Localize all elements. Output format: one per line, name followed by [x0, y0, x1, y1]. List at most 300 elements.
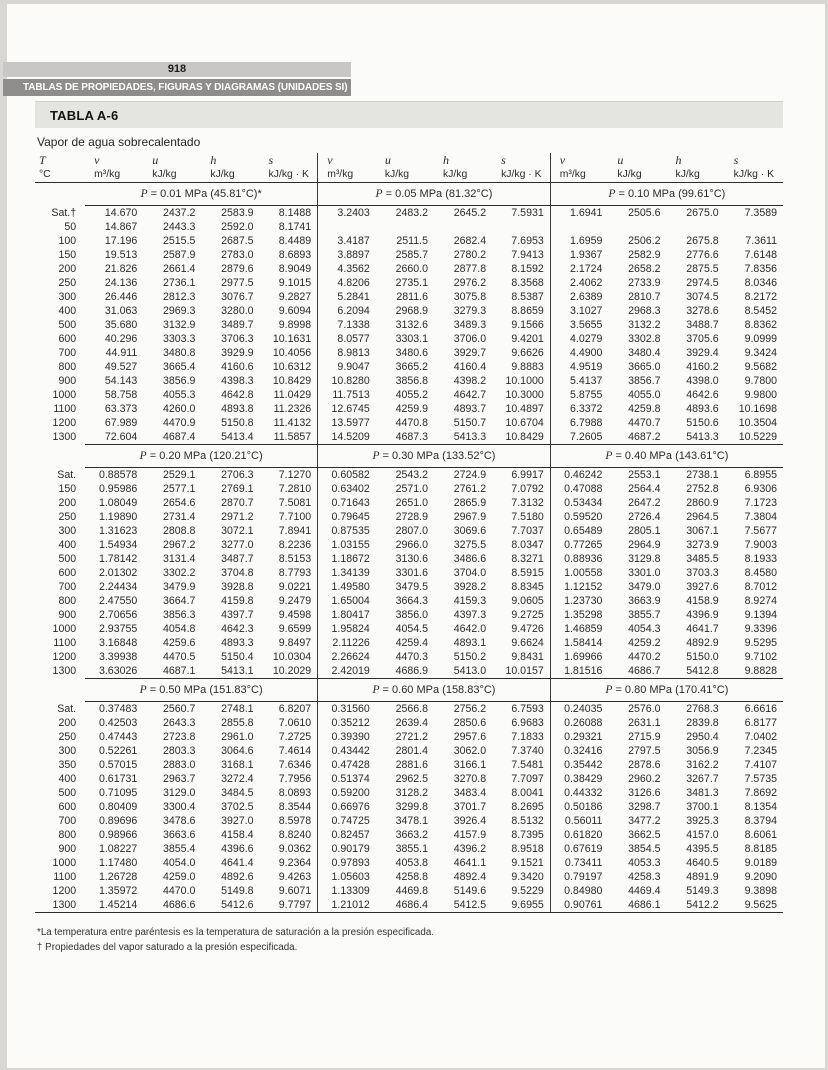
value-cell: 3928.8	[221, 581, 254, 593]
temperature-cell: 400	[58, 773, 77, 785]
value-cell: 0.26088	[550, 716, 608, 730]
value-cell: 8.2172	[744, 291, 777, 303]
temperature-cell: 1200	[52, 417, 77, 429]
value-cell: 17.196	[104, 235, 138, 247]
value-cell: 3067.1	[686, 525, 719, 537]
value-cell: 4396.6	[221, 843, 254, 855]
value-cell: 3132.9	[163, 319, 196, 331]
table-row	[35, 786, 783, 800]
value-cell: 6.8207	[278, 703, 312, 715]
temperature-cell: 50	[64, 221, 77, 233]
value-cell: 8.2695	[511, 801, 544, 813]
value-cell: 1.12152	[550, 580, 608, 594]
value-cell: 3072.1	[221, 525, 254, 537]
value-cell: 10.1000	[505, 375, 544, 387]
value-cell: 2483.2	[395, 207, 428, 219]
table-row	[35, 702, 783, 717]
value-cell: 0.52261	[98, 745, 138, 757]
table-row	[35, 276, 783, 290]
value-cell: 2974.5	[686, 277, 719, 289]
value-cell: 4398.2	[453, 375, 487, 387]
value-cell: 2583.9	[221, 207, 254, 219]
value-cell: 1.08049	[98, 497, 138, 509]
value-cell: 8.9049	[278, 263, 312, 275]
value-cell: 5412.5	[434, 898, 492, 913]
value-cell: 8.7793	[278, 567, 312, 579]
value-cell: 8.0893	[278, 787, 312, 799]
temperature-cell: 800	[58, 595, 77, 607]
value-cell: 7.0792	[511, 483, 544, 495]
value-cell: 58.758	[104, 389, 138, 401]
value-cell: 2643.3	[163, 717, 196, 729]
value-cell: 26.446	[104, 291, 138, 303]
value-cell: 3662.5	[628, 829, 661, 841]
value-cell: 8.6893	[278, 249, 312, 261]
value-cell: 0.53434	[550, 496, 608, 510]
value-cell: 5150.2	[453, 651, 487, 663]
value-cell: 4470.0	[163, 885, 196, 897]
value-cell: 3.63026	[85, 664, 143, 679]
value-cell: 7.6953	[511, 235, 544, 247]
value-cell: 3489.7	[221, 319, 254, 331]
value-cell: 3486.6	[453, 553, 487, 565]
table-row	[35, 468, 783, 483]
value-cell: 7.1723	[744, 497, 777, 509]
value-cell: 3056.9	[686, 745, 719, 757]
value-cell: 4892.9	[686, 637, 719, 649]
value-cell: 7.3740	[511, 745, 544, 757]
value-cell: 3300.4	[163, 801, 196, 813]
value-cell: 2.93755	[98, 623, 138, 635]
value-cell: 0.47428	[318, 758, 376, 772]
value-cell: 0.43442	[318, 744, 376, 758]
value-cell: 8.1488	[278, 207, 312, 219]
value-cell: 7.2605	[550, 430, 608, 445]
value-cell: 1.08227	[98, 843, 138, 855]
temperature-cell: 200	[58, 717, 77, 729]
value-cell: 4157.9	[453, 829, 487, 841]
value-cell: 0.66976	[318, 800, 376, 814]
value-cell: 10.3504	[738, 417, 777, 429]
value-cell: 2969.3	[163, 305, 196, 317]
value-cell: 4687.2	[608, 430, 666, 445]
value-cell: 0.71643	[318, 496, 376, 510]
value-cell: 8.6061	[744, 829, 777, 841]
value-cell: 3479.9	[163, 581, 196, 593]
col-unit-h: kJ/kg	[201, 168, 259, 183]
value-cell: 14.5209	[318, 430, 376, 445]
table-row	[35, 884, 783, 898]
value-cell: 3480.4	[628, 347, 661, 359]
table-row	[35, 402, 783, 416]
value-cell: 9.8497	[278, 637, 312, 649]
value-cell: 5.2841	[318, 290, 376, 304]
value-cell: 2797.5	[628, 745, 661, 757]
value-cell: 0.46242	[550, 468, 608, 483]
value-cell: 2731.4	[163, 511, 196, 523]
table-row	[35, 234, 783, 248]
value-cell: 1.46859	[550, 622, 608, 636]
value-cell: 4259.0	[163, 871, 196, 883]
value-cell: 0.56011	[550, 814, 608, 828]
col-symbol-T: T	[39, 153, 46, 167]
col-symbol-u: u	[152, 153, 159, 167]
value-cell: 0.90761	[550, 898, 608, 913]
value-cell: 3484.5	[221, 787, 254, 799]
table-row	[35, 744, 783, 758]
value-cell: 9.2725	[511, 609, 544, 621]
value-cell: 3925.3	[686, 815, 719, 827]
value-cell: 2968.9	[395, 305, 428, 317]
value-cell: 11.0429	[273, 389, 312, 401]
value-cell: 21.826	[104, 263, 138, 275]
temperature-cell: 300	[58, 291, 77, 303]
value-cell: 2736.1	[163, 277, 196, 289]
value-cell: 2803.3	[163, 745, 196, 757]
value-cell: 4893.3	[221, 637, 254, 649]
value-cell: 4470.2	[628, 651, 661, 663]
value-cell: 3701.7	[453, 801, 487, 813]
value-cell: 4396.9	[686, 609, 719, 621]
table-row	[35, 430, 783, 445]
value-cell: 6.6616	[744, 703, 777, 715]
temperature-cell: 200	[58, 497, 77, 509]
value-cell: 9.0999	[744, 333, 777, 345]
value-cell: 9.1394	[744, 609, 777, 621]
value-cell: 9.3420	[511, 871, 544, 883]
pressure-header: P = 0.05 MPa (81.32°C)	[318, 183, 551, 206]
value-cell: 2976.2	[453, 277, 487, 289]
value-cell: 54.143	[104, 375, 138, 387]
value-cell: 2723.8	[163, 731, 196, 743]
value-cell: 9.3424	[744, 347, 777, 359]
temperature-cell: 150	[58, 249, 77, 261]
value-cell: 2879.6	[221, 263, 254, 275]
value-cell: 3702.5	[221, 801, 254, 813]
value-cell: 2660.0	[395, 263, 428, 275]
col-unit-v: m³/kg	[318, 168, 376, 183]
value-cell: 4469.8	[395, 885, 428, 897]
value-cell: 0.50186	[550, 800, 608, 814]
running-header-bar	[3, 79, 351, 96]
value-cell: 3929.4	[686, 347, 719, 359]
value-cell: 9.7800	[744, 375, 777, 387]
temperature-cell: 250	[58, 511, 77, 523]
value-cell: 4053.3	[628, 857, 661, 869]
value-cell: 2.4062	[550, 276, 608, 290]
temperature-cell: 1300	[35, 898, 85, 913]
value-cell: 9.8431	[511, 651, 544, 663]
value-cell: 3064.6	[221, 745, 254, 757]
table-row	[35, 716, 783, 730]
value-cell: 2811.6	[396, 291, 428, 303]
value-cell: 2515.5	[163, 235, 196, 247]
pressure-header: P = 0.60 MPa (158.83°C)	[318, 679, 551, 702]
steam-table	[35, 153, 783, 913]
value-cell: 7.6346	[278, 759, 312, 771]
value-cell: 7.1338	[318, 318, 376, 332]
value-cell: 2968.3	[628, 305, 661, 317]
value-cell: 9.5229	[511, 885, 544, 897]
value-cell: 2961.0	[221, 731, 254, 743]
table-row	[35, 856, 783, 870]
value-cell: 3301.0	[628, 567, 661, 579]
value-cell: 8.9518	[511, 843, 544, 855]
value-cell	[667, 220, 725, 234]
value-cell: 4686.1	[608, 898, 666, 913]
value-cell: 3.4187	[318, 234, 376, 248]
value-cell: 14.867	[104, 221, 138, 233]
value-cell: 3665.2	[395, 361, 428, 373]
value-cell: 7.8692	[744, 787, 777, 799]
value-cell: 9.1015	[278, 277, 312, 289]
temperature-cell: Sat.†	[51, 206, 77, 219]
value-cell: 3279.3	[453, 305, 487, 317]
value-cell: 6.9683	[511, 717, 544, 729]
value-cell: 5150.7	[453, 417, 487, 429]
value-cell: 3302.8	[628, 333, 661, 345]
value-cell: 2661.4	[163, 263, 196, 275]
value-cell: 2585.7	[395, 249, 428, 261]
value-cell: 7.5081	[278, 497, 312, 509]
value-cell: 3487.7	[221, 553, 254, 565]
value-cell: 4641.7	[686, 623, 719, 635]
value-cell: 0.90179	[318, 842, 376, 856]
value-cell: 9.0221	[278, 581, 312, 593]
value-cell: 4.0279	[550, 332, 608, 346]
value-cell: 2564.4	[628, 483, 661, 495]
value-cell: 4160.4	[453, 361, 487, 373]
value-cell: 0.63402	[318, 482, 376, 496]
temperature-cell: Sat.	[57, 702, 77, 715]
value-cell: 3481.3	[686, 787, 719, 799]
value-cell: 3856.3	[163, 609, 196, 621]
value-cell: 2971.2	[221, 511, 254, 523]
value-cell: 3664.7	[163, 595, 196, 607]
value-cell: 3168.1	[221, 759, 254, 771]
value-cell: 3275.5	[453, 539, 487, 551]
temperature-cell: 200	[58, 263, 77, 275]
value-cell: 7.0610	[278, 717, 312, 729]
value-cell: 9.0362	[278, 843, 312, 855]
value-cell: 5149.3	[686, 885, 719, 897]
value-cell: 9.4598	[278, 609, 312, 621]
table-row	[35, 772, 783, 786]
value-cell	[725, 220, 783, 234]
value-cell: 4642.0	[453, 623, 487, 635]
value-cell: 8.9274	[744, 595, 777, 607]
value-cell: 3854.5	[628, 843, 661, 855]
value-cell: 3927.0	[221, 815, 254, 827]
value-cell: 6.2094	[318, 304, 376, 318]
value-cell: 1.69966	[550, 650, 608, 664]
value-cell: 2735.1	[395, 277, 428, 289]
table-row	[35, 870, 783, 884]
value-cell: 3479.0	[628, 581, 661, 593]
value-cell: 1.21012	[318, 898, 376, 913]
value-cell: 2724.9	[453, 469, 487, 481]
value-cell: 2.6389	[550, 290, 608, 304]
temperature-cell: 700	[58, 581, 77, 593]
value-cell: 4470.8	[395, 417, 428, 429]
value-cell: 8.8345	[511, 581, 544, 593]
value-cell: 2.1724	[550, 262, 608, 276]
value-cell: 2639.4	[395, 717, 428, 729]
value-cell: 2875.5	[686, 263, 719, 275]
value-cell: 3856.9	[163, 375, 196, 387]
page-number-badge	[3, 62, 351, 77]
value-cell: 2645.2	[453, 207, 487, 219]
table-row	[35, 304, 783, 318]
value-cell: 4470.3	[395, 651, 428, 663]
value-cell: 3706.3	[221, 333, 254, 345]
value-cell: 2.01302	[98, 567, 138, 579]
value-cell: 3706.0	[453, 333, 487, 345]
col-symbol-s: s	[268, 153, 274, 167]
value-cell: 3278.6	[686, 305, 719, 317]
value-cell: 1.49580	[318, 580, 376, 594]
value-cell: 4470.7	[628, 417, 661, 429]
value-cell: 9.5625	[725, 898, 783, 913]
value-cell: 10.0304	[272, 651, 312, 663]
value-cell: 3076.7	[221, 291, 254, 303]
table-row	[35, 496, 783, 510]
value-cell: 3132.2	[628, 319, 661, 331]
value-cell: 4160.2	[686, 361, 719, 373]
value-cell: 9.8998	[278, 319, 312, 331]
value-cell: 4160.6	[221, 361, 254, 373]
value-cell: 3489.3	[453, 319, 487, 331]
value-cell: 4395.5	[686, 843, 719, 855]
value-cell: 4258.3	[628, 871, 661, 883]
value-cell: 2.26624	[318, 650, 376, 664]
temperature-cell: 900	[58, 375, 77, 387]
col-unit-s: kJ/kg · K	[725, 168, 783, 183]
value-cell: 72.604	[85, 430, 143, 445]
value-cell: 0.44332	[550, 786, 608, 800]
temperature-cell: 900	[58, 609, 77, 621]
value-cell: 4686.6	[143, 898, 201, 913]
value-cell: 8.1933	[744, 553, 777, 565]
value-cell: 10.3000	[505, 389, 544, 401]
value-cell: 4686.7	[608, 664, 666, 679]
value-cell: 3855.4	[163, 843, 196, 855]
value-cell: 4054.3	[628, 623, 661, 635]
value-cell: 8.1354	[744, 801, 777, 813]
value-cell: 1.54934	[98, 539, 138, 551]
value-cell: 9.1566	[511, 319, 544, 331]
value-cell: 0.74725	[318, 814, 376, 828]
value-cell: 3166.1	[453, 759, 487, 771]
value-cell: 5150.0	[686, 651, 719, 663]
temperature-cell: 1300	[52, 665, 77, 678]
value-cell: 24.136	[104, 277, 138, 289]
value-cell: 9.6071	[278, 885, 312, 897]
value-cell: 3270.8	[453, 773, 487, 785]
table-row	[35, 730, 783, 744]
value-cell: 67.989	[104, 417, 138, 429]
value-cell: 3663.9	[628, 595, 661, 607]
col-symbol-u: u	[384, 153, 391, 167]
value-cell: 7.4614	[278, 745, 312, 757]
value-cell: 9.6955	[492, 898, 550, 913]
value-cell: 7.3611	[745, 235, 777, 247]
table-row	[35, 828, 783, 842]
temperature-cell: 500	[58, 553, 77, 565]
value-cell: 3126.6	[628, 787, 661, 799]
value-cell: 9.4726	[511, 623, 544, 635]
table-row	[35, 758, 783, 772]
value-cell: 2964.5	[686, 511, 719, 523]
value-cell: 0.51374	[318, 772, 376, 786]
value-cell: 3298.7	[628, 801, 661, 813]
value-cell: 1.45214	[85, 898, 143, 913]
temperature-cell: 900	[58, 843, 77, 855]
value-cell: 7.3132	[511, 497, 544, 509]
value-cell: 8.7395	[511, 829, 544, 841]
value-cell: 3301.6	[395, 567, 428, 579]
value-cell: 0.65489	[550, 524, 608, 538]
value-cell: 8.4489	[278, 235, 312, 247]
value-cell: 3129.0	[163, 787, 196, 799]
column-units-row	[35, 168, 783, 183]
col-unit-s: kJ/kg · K	[260, 168, 318, 183]
value-cell: 4259.8	[628, 403, 661, 415]
footnote-saturated-vapor: † Propiedades del vapor saturado a la presión especificada.	[37, 942, 298, 953]
value-cell: 7.1833	[511, 731, 544, 743]
value-cell: 2878.6	[628, 759, 661, 771]
value-cell	[376, 220, 434, 234]
value-cell: 1.26728	[98, 871, 138, 883]
value-cell: 0.32416	[550, 744, 608, 758]
pressure-header: P = 0.20 MPa (120.21°C)	[85, 445, 318, 468]
temperature-cell: 700	[58, 815, 77, 827]
value-cell: 7.9413	[511, 249, 544, 261]
value-cell: 9.3396	[744, 623, 777, 635]
value-cell: 8.0346	[744, 277, 777, 289]
value-cell: 7.9003	[744, 539, 777, 551]
table-row	[35, 416, 783, 430]
value-cell: 4686.4	[376, 898, 434, 913]
value-cell: 6.8955	[744, 469, 777, 481]
value-cell: 3074.5	[686, 291, 719, 303]
temperature-cell: 500	[58, 319, 77, 331]
value-cell: 5412.6	[201, 898, 259, 913]
value-cell: 2960.2	[628, 773, 661, 785]
value-cell: 4259.9	[395, 403, 428, 415]
value-cell: 0.59200	[318, 786, 376, 800]
value-cell: 3664.3	[395, 595, 428, 607]
pressure-header: P = 0.10 MPa (99.61°C)	[550, 183, 783, 206]
value-cell: 3703.3	[686, 567, 719, 579]
value-cell: 3705.6	[686, 333, 719, 345]
value-cell: 10.8280	[318, 374, 376, 388]
value-cell: 4259.2	[628, 637, 661, 649]
value-cell: 2726.4	[628, 511, 661, 523]
value-cell: 2582.9	[628, 249, 661, 261]
value-cell: 2967.2	[163, 539, 196, 551]
value-cell: 2807.0	[395, 525, 428, 537]
value-cell: 0.88936	[550, 552, 608, 566]
value-cell: 2.47550	[98, 595, 138, 607]
value-cell: 10.1698	[738, 403, 777, 415]
value-cell: 10.2029	[260, 664, 318, 679]
table-row	[35, 636, 783, 650]
value-cell: 0.79645	[318, 510, 376, 524]
value-cell: 1.78142	[98, 553, 138, 565]
table-row	[35, 580, 783, 594]
value-cell: 10.5229	[725, 430, 783, 445]
